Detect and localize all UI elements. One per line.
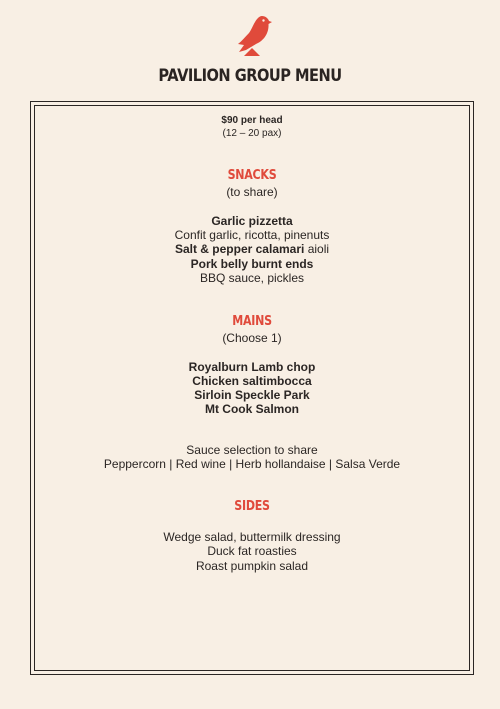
main-item: Royalburn Lamb chop <box>188 360 316 374</box>
side-item: Duck fat roasties <box>207 544 297 558</box>
sauce-title: Sauce selection to share <box>186 443 318 457</box>
snacks-note: (to share) <box>226 185 278 199</box>
snack-item-desc: aioli <box>307 242 330 256</box>
group-size: (12 – 20 pax) <box>222 128 282 139</box>
side-item: Wedge salad, buttermilk dressing <box>163 530 341 544</box>
snack-item <box>34 242 470 257</box>
mains-note: (Choose 1) <box>222 331 282 345</box>
snack-item-desc: BBQ sauce, pickles <box>199 271 305 285</box>
mains-heading: MAINS <box>232 314 272 329</box>
main-item: Chicken saltimbocca <box>192 374 312 388</box>
sauce-options: Peppercorn | Red wine | Herb hollandaise | Salsa Verde <box>103 457 401 471</box>
side-item: Roast pumpkin salad <box>195 559 309 573</box>
snack-item-name: Pork belly burnt ends <box>190 257 314 271</box>
menu-title: PAVILION GROUP MENU <box>158 66 342 86</box>
sides-heading: SIDES <box>234 499 270 514</box>
main-item: Mt Cook Salmon <box>204 402 299 416</box>
snack-item-name: Salt & pepper calamari <box>174 242 305 256</box>
price-per-head: $90 per head <box>221 115 283 126</box>
bird-icon <box>232 14 272 56</box>
snack-item-desc: Confit garlic, ricotta, pinenuts <box>174 228 330 242</box>
snack-item-name: Garlic pizzetta <box>211 214 293 228</box>
snacks-heading: SNACKS <box>227 168 277 183</box>
main-item: Sirloin Speckle Park <box>194 388 310 402</box>
